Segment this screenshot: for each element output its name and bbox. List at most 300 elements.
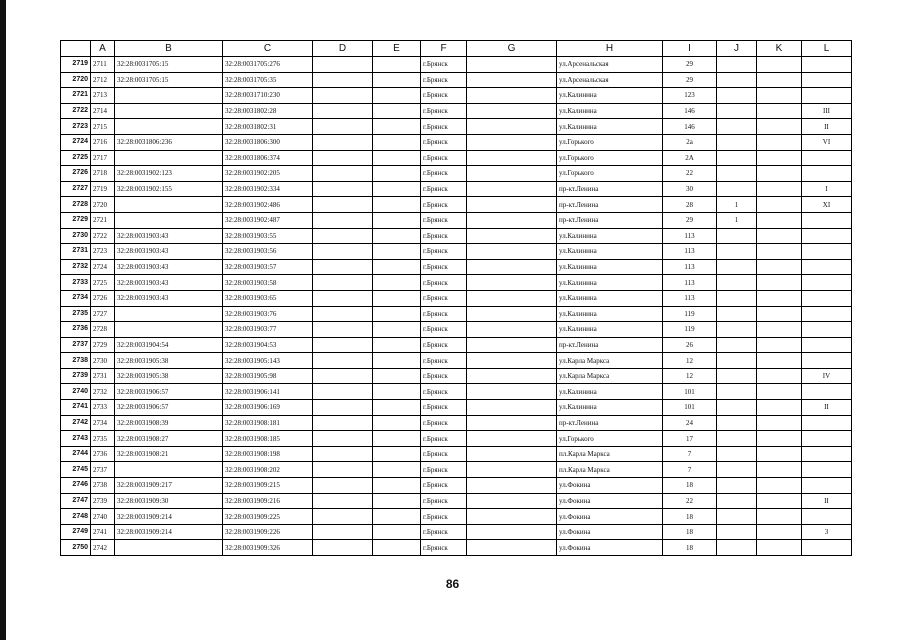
column-header-b[interactable]: B [115,41,223,57]
cell-i[interactable]: 2а [663,134,717,150]
cell-e[interactable] [373,228,421,244]
cell-d[interactable] [313,306,373,322]
cell-j[interactable]: 1 [717,197,757,213]
cell-k[interactable] [757,400,802,416]
cell-j[interactable] [717,478,757,494]
cell-l[interactable]: VI [802,134,852,150]
cell-h[interactable]: ул.Горького [557,431,663,447]
cell-h[interactable]: ул.Калинина [557,400,663,416]
row-number[interactable]: 2731 [61,244,91,260]
cell-k[interactable] [757,290,802,306]
cell-a[interactable]: 2713 [91,88,115,104]
cell-a[interactable]: 2716 [91,134,115,150]
cell-e[interactable] [373,337,421,353]
cell-d[interactable] [313,400,373,416]
cell-j[interactable] [717,244,757,260]
column-header-l[interactable]: L [802,41,852,57]
cell-i[interactable]: 113 [663,290,717,306]
cell-k[interactable] [757,446,802,462]
cell-d[interactable] [313,57,373,73]
cell-i[interactable]: 26 [663,337,717,353]
cell-b[interactable]: 32:28:0031903:43 [115,275,223,291]
cell-h[interactable]: пр-кт.Ленина [557,337,663,353]
cell-l[interactable]: II [802,400,852,416]
cell-k[interactable] [757,493,802,509]
cell-a[interactable]: 2725 [91,275,115,291]
cell-a[interactable]: 2735 [91,431,115,447]
cell-k[interactable] [757,72,802,88]
cell-b[interactable]: 32:28:0031909:214 [115,524,223,540]
cell-e[interactable] [373,72,421,88]
cell-b[interactable] [115,462,223,478]
cell-d[interactable] [313,353,373,369]
cell-j[interactable] [717,134,757,150]
cell-j[interactable] [717,446,757,462]
cell-g[interactable] [467,88,557,104]
cell-l[interactable] [802,244,852,260]
cell-f[interactable]: г.Брянск [421,134,467,150]
cell-j[interactable] [717,462,757,478]
cell-f[interactable]: г.Брянск [421,197,467,213]
cell-e[interactable] [373,134,421,150]
cell-e[interactable] [373,368,421,384]
cell-a[interactable]: 2720 [91,197,115,213]
cell-j[interactable] [717,306,757,322]
cell-b[interactable]: 32:28:0031905:38 [115,368,223,384]
cell-f[interactable]: г.Брянск [421,103,467,119]
cell-j[interactable] [717,400,757,416]
cell-e[interactable] [373,509,421,525]
cell-k[interactable] [757,509,802,525]
cell-a[interactable]: 2718 [91,166,115,182]
cell-k[interactable] [757,181,802,197]
cell-d[interactable] [313,462,373,478]
cell-g[interactable] [467,197,557,213]
cell-a[interactable]: 2714 [91,103,115,119]
cell-h[interactable]: ул.Горького [557,166,663,182]
cell-a[interactable]: 2736 [91,446,115,462]
cell-h[interactable]: ул.Фокина [557,524,663,540]
row-number[interactable]: 2720 [61,72,91,88]
cell-i[interactable]: 113 [663,244,717,260]
cell-c[interactable]: 32:28:0031705:35 [223,72,313,88]
cell-j[interactable] [717,57,757,73]
cell-k[interactable] [757,524,802,540]
cell-f[interactable]: г.Брянск [421,275,467,291]
cell-l[interactable]: III [802,103,852,119]
cell-c[interactable]: 32:28:0031705:276 [223,57,313,73]
cell-e[interactable] [373,400,421,416]
cell-c[interactable]: 32:28:0031905:98 [223,368,313,384]
row-number[interactable]: 2738 [61,353,91,369]
cell-g[interactable] [467,259,557,275]
cell-b[interactable] [115,306,223,322]
cell-j[interactable] [717,337,757,353]
cell-h[interactable]: ул.Калинина [557,306,663,322]
cell-b[interactable] [115,88,223,104]
cell-a[interactable]: 2727 [91,306,115,322]
row-number[interactable]: 2746 [61,478,91,494]
cell-h[interactable]: ул.Фокина [557,509,663,525]
cell-a[interactable]: 2740 [91,509,115,525]
cell-a[interactable]: 2722 [91,228,115,244]
column-header-c[interactable]: C [223,41,313,57]
cell-b[interactable]: 32:28:0031906:57 [115,400,223,416]
cell-j[interactable] [717,103,757,119]
cell-c[interactable]: 32:28:0031906:141 [223,384,313,400]
cell-c[interactable]: 32:28:0031802:28 [223,103,313,119]
cell-f[interactable]: г.Брянск [421,72,467,88]
cell-b[interactable] [115,150,223,166]
cell-h[interactable]: ул.Калинина [557,384,663,400]
cell-b[interactable]: 32:28:0031902:155 [115,181,223,197]
row-number[interactable]: 2727 [61,181,91,197]
row-number[interactable]: 2737 [61,337,91,353]
cell-f[interactable]: г.Брянск [421,478,467,494]
row-number[interactable]: 2723 [61,119,91,135]
cell-c[interactable]: 32:28:0031909:225 [223,509,313,525]
row-number[interactable]: 2749 [61,524,91,540]
cell-b[interactable]: 32:28:0031906:57 [115,384,223,400]
cell-g[interactable] [467,119,557,135]
cell-f[interactable]: г.Брянск [421,150,467,166]
cell-j[interactable] [717,322,757,338]
cell-k[interactable] [757,134,802,150]
cell-b[interactable]: 32:28:0031903:43 [115,259,223,275]
cell-l[interactable] [802,462,852,478]
cell-i[interactable]: 22 [663,493,717,509]
cell-h[interactable]: ул.Калинина [557,322,663,338]
row-number[interactable]: 2747 [61,493,91,509]
cell-e[interactable] [373,275,421,291]
cell-j[interactable] [717,353,757,369]
cell-c[interactable]: 32:28:0031908:202 [223,462,313,478]
cell-e[interactable] [373,322,421,338]
cell-d[interactable] [313,150,373,166]
cell-d[interactable] [313,119,373,135]
cell-i[interactable]: 113 [663,275,717,291]
cell-g[interactable] [467,134,557,150]
cell-e[interactable] [373,119,421,135]
cell-d[interactable] [313,228,373,244]
cell-d[interactable] [313,275,373,291]
cell-j[interactable] [717,259,757,275]
cell-g[interactable] [467,72,557,88]
cell-f[interactable]: г.Брянск [421,368,467,384]
row-number[interactable]: 2719 [61,57,91,73]
cell-h[interactable]: пл.Карла Маркса [557,462,663,478]
cell-b[interactable] [115,197,223,213]
cell-b[interactable] [115,119,223,135]
cell-c[interactable]: 32:28:0031903:58 [223,275,313,291]
cell-j[interactable] [717,509,757,525]
cell-k[interactable] [757,415,802,431]
cell-j[interactable]: 1 [717,212,757,228]
cell-c[interactable]: 32:28:0031903:77 [223,322,313,338]
cell-a[interactable]: 2739 [91,493,115,509]
cell-a[interactable]: 2712 [91,72,115,88]
cell-e[interactable] [373,197,421,213]
cell-b[interactable]: 32:28:0031905:38 [115,353,223,369]
cell-g[interactable] [467,212,557,228]
cell-l[interactable] [802,166,852,182]
cell-i[interactable]: 7 [663,462,717,478]
cell-b[interactable]: 32:28:0031903:43 [115,244,223,260]
cell-k[interactable] [757,540,802,556]
cell-e[interactable] [373,306,421,322]
cell-e[interactable] [373,244,421,260]
cell-g[interactable] [467,368,557,384]
column-header-h[interactable]: H [557,41,663,57]
cell-l[interactable] [802,431,852,447]
cell-c[interactable]: 32:28:0031909:216 [223,493,313,509]
cell-f[interactable]: г.Брянск [421,509,467,525]
cell-f[interactable]: г.Брянск [421,259,467,275]
cell-a[interactable]: 2726 [91,290,115,306]
cell-a[interactable]: 2723 [91,244,115,260]
cell-i[interactable]: 29 [663,57,717,73]
cell-a[interactable]: 2729 [91,337,115,353]
cell-k[interactable] [757,103,802,119]
cell-f[interactable]: г.Брянск [421,400,467,416]
cell-h[interactable]: ул.Фокина [557,540,663,556]
cell-h[interactable]: ул.Горького [557,150,663,166]
cell-a[interactable]: 2733 [91,400,115,416]
cell-h[interactable]: пр-кт.Ленина [557,415,663,431]
cell-e[interactable] [373,524,421,540]
cell-c[interactable]: 32:28:0031806:300 [223,134,313,150]
cell-d[interactable] [313,524,373,540]
cell-f[interactable]: г.Брянск [421,306,467,322]
cell-a[interactable]: 2742 [91,540,115,556]
cell-j[interactable] [717,524,757,540]
cell-d[interactable] [313,415,373,431]
cell-i[interactable]: 17 [663,431,717,447]
cell-g[interactable] [467,400,557,416]
cell-l[interactable] [802,88,852,104]
cell-l[interactable] [802,57,852,73]
cell-h[interactable]: ул.Фокина [557,478,663,494]
cell-d[interactable] [313,244,373,260]
cell-b[interactable]: 32:28:0031903:43 [115,290,223,306]
cell-l[interactable]: XI [802,197,852,213]
cell-g[interactable] [467,509,557,525]
cell-a[interactable]: 2719 [91,181,115,197]
cell-b[interactable]: 32:28:0031705:15 [115,57,223,73]
column-header-j[interactable]: J [717,41,757,57]
cell-g[interactable] [467,415,557,431]
cell-c[interactable]: 32:28:0031909:326 [223,540,313,556]
cell-k[interactable] [757,166,802,182]
row-number[interactable]: 2732 [61,259,91,275]
cell-k[interactable] [757,57,802,73]
cell-b[interactable] [115,103,223,119]
cell-l[interactable] [802,322,852,338]
cell-d[interactable] [313,103,373,119]
cell-f[interactable]: г.Брянск [421,228,467,244]
cell-i[interactable]: 18 [663,509,717,525]
cell-b[interactable]: 32:28:0031909:30 [115,493,223,509]
cell-e[interactable] [373,384,421,400]
cell-c[interactable]: 32:28:0031909:226 [223,524,313,540]
cell-d[interactable] [313,368,373,384]
row-number[interactable]: 2733 [61,275,91,291]
cell-e[interactable] [373,150,421,166]
row-number[interactable]: 2740 [61,384,91,400]
cell-j[interactable] [717,150,757,166]
cell-c[interactable]: 32:28:0031902:487 [223,212,313,228]
cell-g[interactable] [467,57,557,73]
cell-b[interactable] [115,540,223,556]
cell-c[interactable]: 32:28:0031903:65 [223,290,313,306]
cell-h[interactable]: ул.Арсенальская [557,57,663,73]
cell-g[interactable] [467,103,557,119]
cell-e[interactable] [373,259,421,275]
cell-j[interactable] [717,72,757,88]
cell-c[interactable]: 32:28:0031908:181 [223,415,313,431]
cell-h[interactable]: ул.Калинина [557,103,663,119]
cell-e[interactable] [373,431,421,447]
cell-c[interactable]: 32:28:0031905:143 [223,353,313,369]
cell-a[interactable]: 2734 [91,415,115,431]
cell-i[interactable]: 119 [663,322,717,338]
cell-i[interactable]: 113 [663,228,717,244]
cell-k[interactable] [757,337,802,353]
cell-e[interactable] [373,415,421,431]
column-header-i[interactable]: I [663,41,717,57]
cell-a[interactable]: 2715 [91,119,115,135]
cell-c[interactable]: 32:28:0031909:215 [223,478,313,494]
cell-a[interactable]: 2738 [91,478,115,494]
cell-e[interactable] [373,212,421,228]
cell-f[interactable]: г.Брянск [421,431,467,447]
cell-h[interactable]: пл.Карла Маркса [557,446,663,462]
cell-l[interactable] [802,337,852,353]
cell-i[interactable]: 28 [663,197,717,213]
cell-g[interactable] [467,322,557,338]
cell-b[interactable]: 32:28:0031806:236 [115,134,223,150]
cell-d[interactable] [313,134,373,150]
cell-k[interactable] [757,306,802,322]
column-header-d[interactable]: D [313,41,373,57]
cell-f[interactable]: г.Брянск [421,322,467,338]
cell-c[interactable]: 32:28:0031908:198 [223,446,313,462]
cell-e[interactable] [373,290,421,306]
row-number[interactable]: 2726 [61,166,91,182]
cell-e[interactable] [373,493,421,509]
cell-j[interactable] [717,275,757,291]
cell-f[interactable]: г.Брянск [421,290,467,306]
column-header-f[interactable]: F [421,41,467,57]
cell-l[interactable] [802,212,852,228]
cell-f[interactable]: г.Брянск [421,57,467,73]
cell-l[interactable] [802,446,852,462]
cell-d[interactable] [313,384,373,400]
cell-i[interactable]: 22 [663,166,717,182]
cell-a[interactable]: 2732 [91,384,115,400]
cell-c[interactable]: 32:28:0031802:31 [223,119,313,135]
cell-f[interactable]: г.Брянск [421,166,467,182]
row-number[interactable]: 2725 [61,150,91,166]
column-header-a[interactable]: A [91,41,115,57]
cell-k[interactable] [757,88,802,104]
cell-b[interactable]: 32:28:0031705:15 [115,72,223,88]
cell-b[interactable]: 32:28:0031908:39 [115,415,223,431]
row-number[interactable]: 2730 [61,228,91,244]
cell-k[interactable] [757,197,802,213]
cell-f[interactable]: г.Брянск [421,244,467,260]
cell-k[interactable] [757,431,802,447]
cell-c[interactable]: 32:28:0031908:185 [223,431,313,447]
cell-g[interactable] [467,462,557,478]
cell-d[interactable] [313,197,373,213]
cell-c[interactable]: 32:28:0031904:53 [223,337,313,353]
cell-h[interactable]: ул.Фокина [557,493,663,509]
cell-i[interactable]: 119 [663,306,717,322]
column-header-k[interactable]: K [757,41,802,57]
cell-k[interactable] [757,322,802,338]
cell-i[interactable]: 2А [663,150,717,166]
cell-j[interactable] [717,493,757,509]
cell-j[interactable] [717,384,757,400]
cell-l[interactable] [802,384,852,400]
cell-g[interactable] [467,446,557,462]
cell-d[interactable] [313,72,373,88]
cell-f[interactable]: г.Брянск [421,524,467,540]
row-number[interactable]: 2728 [61,197,91,213]
cell-i[interactable]: 101 [663,400,717,416]
cell-d[interactable] [313,322,373,338]
cell-b[interactable]: 32:28:0031909:217 [115,478,223,494]
cell-d[interactable] [313,509,373,525]
cell-c[interactable]: 32:28:0031902:486 [223,197,313,213]
cell-d[interactable] [313,181,373,197]
cell-j[interactable] [717,119,757,135]
cell-k[interactable] [757,478,802,494]
cell-k[interactable] [757,259,802,275]
cell-a[interactable]: 2711 [91,57,115,73]
cell-l[interactable] [802,509,852,525]
cell-a[interactable]: 2730 [91,353,115,369]
cell-l[interactable] [802,478,852,494]
cell-a[interactable]: 2717 [91,150,115,166]
cell-i[interactable]: 30 [663,181,717,197]
cell-e[interactable] [373,540,421,556]
cell-d[interactable] [313,431,373,447]
cell-g[interactable] [467,524,557,540]
cell-h[interactable]: ул.Калинина [557,244,663,260]
cell-l[interactable]: 3 [802,524,852,540]
cell-c[interactable]: 32:28:0031903:55 [223,228,313,244]
cell-h[interactable]: пр-кт.Ленина [557,197,663,213]
cell-a[interactable]: 2731 [91,368,115,384]
cell-h[interactable]: пр-кт.Ленина [557,181,663,197]
row-number[interactable]: 2735 [61,306,91,322]
row-number[interactable]: 2750 [61,540,91,556]
cell-k[interactable] [757,212,802,228]
cell-j[interactable] [717,228,757,244]
cell-k[interactable] [757,150,802,166]
cell-i[interactable]: 146 [663,103,717,119]
cell-e[interactable] [373,353,421,369]
cell-h[interactable]: ул.Карла Маркса [557,368,663,384]
row-number[interactable]: 2729 [61,212,91,228]
cell-k[interactable] [757,384,802,400]
cell-l[interactable] [802,290,852,306]
row-number[interactable]: 2734 [61,290,91,306]
cell-k[interactable] [757,244,802,260]
cell-f[interactable]: г.Брянск [421,384,467,400]
